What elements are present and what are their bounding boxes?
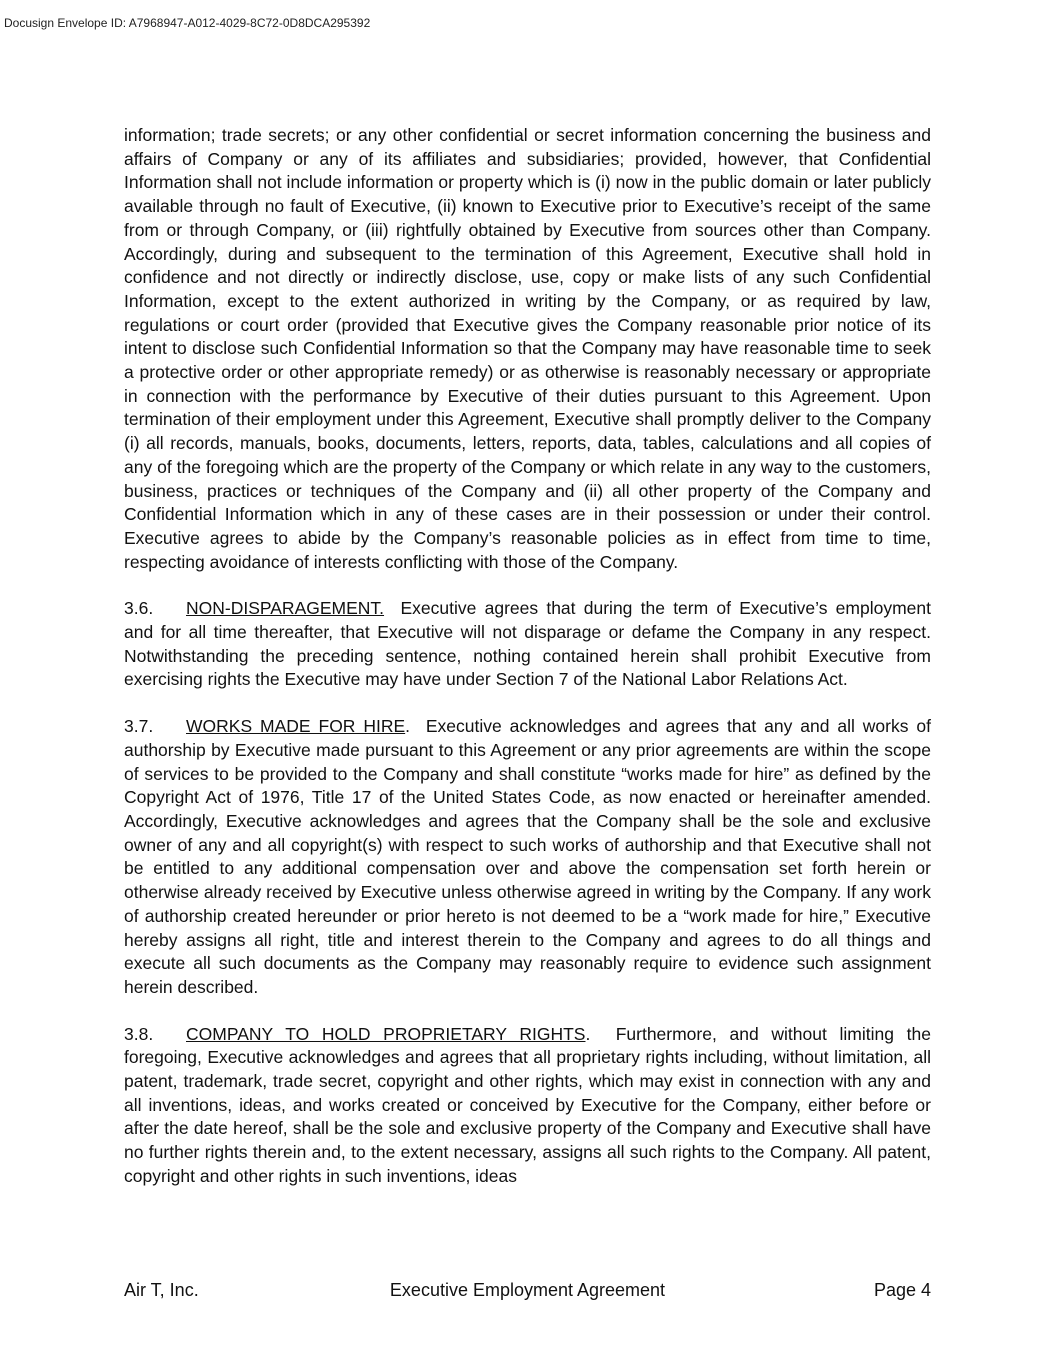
section-number: 3.7. (124, 716, 154, 737)
paragraph-text: information; trade secrets; or any other confidential or secret information concerning the business and affairs of Company or any of its affiliates and subsidiaries; provided, however, that Confidential Information shall not include information or property which is (i) now in the public domain or later publicly available through no fault of Executive, (ii) known to Executive prior to Executive’s receipt of the same from or through Company, or (iii) rightfully obtained by Executive from sources other than Company. Accordingly, during and subsequent to the termination of this Agreement, Executive shall hold in confidence and not directly or indirectly disclose, use, copy or make lists of any such Confidential Information, except to the extent authorized in writing by the Company, or as required by law, regulations or court order (provided that Executive gives the Company reasonable prior notice of its intent to disclose such Confidential Information so that the Company may have reasonable time to seek a protective order or other appropriate remedy) or as otherwise is reasonably necessary or appropriate in connection with the performance by Executive of their duties pursuant to this Agreement. Upon termination of their employment under this Agreement, Executive shall promptly deliver to the Company (i) all records, manuals, books, documents, letters, reports, data, tables, calculations and all copies of any of the foregoing which are the property of the Company or which relate in any way to the customers, business, practices or techniques of the Company and (ii) all other property of the Company and Confidential Information which in any of these cases are in their possession or under their control. Executive agrees to abide by the Company’s reasonable policies as in effect from time to time, respecting avoidance of interests conflicting with those of the Company. (124, 125, 931, 572)
footer-document-title: Executive Employment Agreement (389, 1280, 666, 1300)
section-heading: WORKS MADE FOR HIRE (186, 716, 406, 737)
paragraph-text: Furthermore, and without limiting the foregoing, Executive acknowledges and agrees that all proprietary rights including, without limitation, all patent, trademark, trade secret, copyright and other rights, which may exist in connection with any and all inventions, ideas, and works created or conceived by Executive for the Company, either before or after the date hereof, shall be the sole and exclusive property of the Company and Executive shall have no further rights therein and, to the extent necessary, assigns all such rights to the Company. All patent, copyright and other rights in such inventions, ideas (124, 1023, 931, 1186)
heading-separator (384, 598, 400, 618)
paragraph-text: Executive acknowledges and agrees that any and all works of authorship by Executive made pursuant to this Agreement or any prior agreements are within the scope of services to be provided to the Company and shall constitute “works made for hire” as defined by the Copyright Act of 1976, Title 17 of the United States Code, as now enacted or hereinafter amended. Accordingly, Executive acknowledges and agrees that the Company shall be the sole and exclusive owner of any and all copyright(s) with respect to such works of authorship and that Executive shall not be entitled to any additional compensation over and above the compensation set forth herein or otherwise already received by Executive unless otherwise agreed in writing by the Company. If any work of authorship created hereunder or prior hereto is not deemed to be a “work made for hire,” Executive hereby assigns all right, title and interest therein to the Company and agrees to do all things and execute all such documents as the Company may reasonably require to evidence such assignment herein described. (124, 716, 931, 997)
section-3-7-works-made-for-hire (124, 715, 931, 999)
section-number: 3.6. (124, 598, 154, 619)
section-number: 3.8. (124, 1023, 154, 1044)
document-body (124, 124, 931, 1189)
paragraph-text: Executive agrees that during the term of Executive’s employment and for all time thereafter, that Executive will not disparage or defame the Company in any respect. Notwithstanding the preceding sentence, nothing contained herein shall prohibit Executive from exercising rights the Executive may have under Section 7 of the National Labor Relations Act. (124, 598, 931, 690)
section-heading: NON-DISPARAGEMENT. (186, 598, 385, 619)
page-footer (124, 1280, 931, 1304)
section-3-6-non-disparagement (124, 597, 931, 692)
envelope-id: Docusign Envelope ID: A7968947-A012-4029-8C72-0D8DCA295392 (4, 16, 371, 30)
section-heading: COMPANY TO HOLD PROPRIETARY RIGHTS (186, 1023, 586, 1044)
footer-page-number: Page 4 (873, 1280, 931, 1300)
heading-separator: . (405, 716, 426, 737)
heading-separator: . (585, 1023, 616, 1044)
footer-company: Air T, Inc. (124, 1280, 199, 1300)
paragraph-confidential-info-continued (124, 124, 931, 574)
section-3-8-proprietary-rights (124, 1023, 931, 1189)
